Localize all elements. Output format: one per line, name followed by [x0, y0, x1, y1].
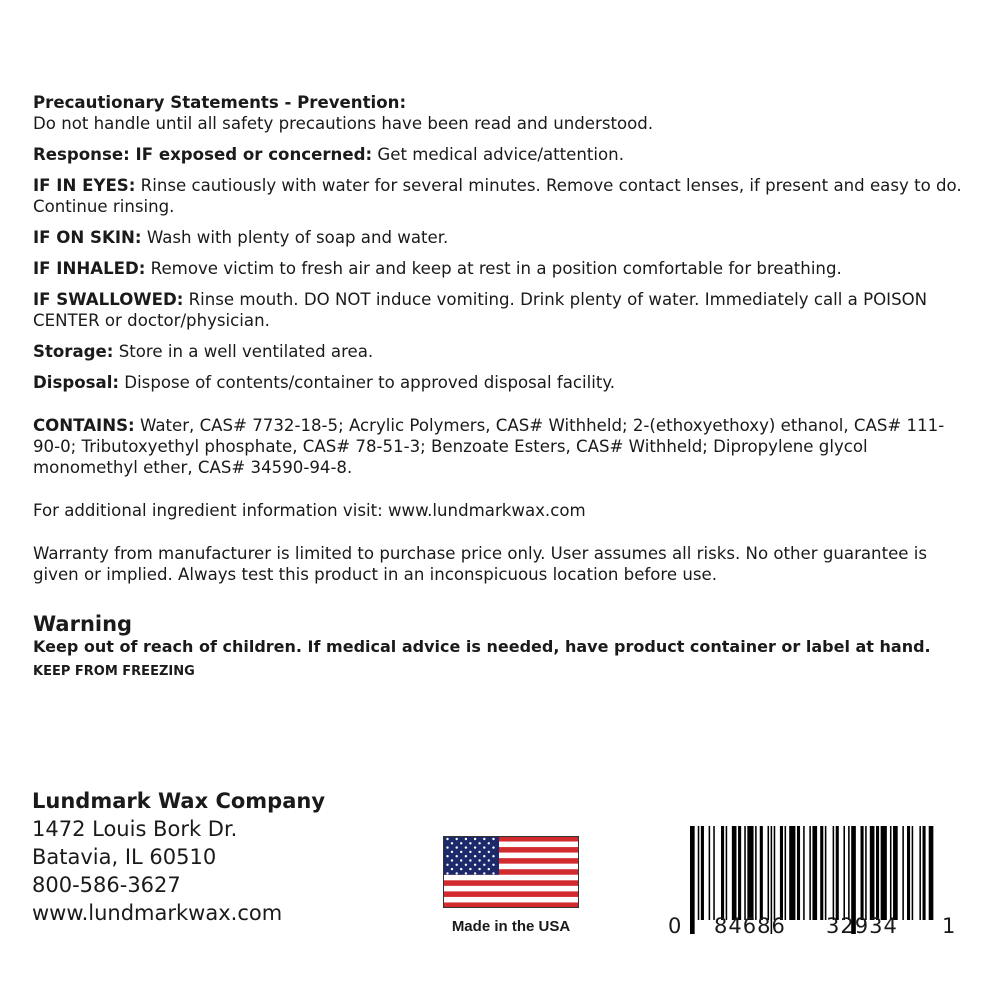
- flag-star: [456, 855, 458, 857]
- contains-text: Water, CAS# 7732-18-5; Acrylic Polymers, CAS# Withheld; 2-(ethoxyethoxy) ethanol, CAS# 111-90-0; Tributoxyethyl phosphate, CAS# 78-51-3; Benzoate Esters, CAS# Withheld; Dipropylene glycol monomethyl ether, CAS# 34590-94-8.: [33, 416, 945, 477]
- company-phone: 800-586-3627: [32, 873, 181, 897]
- response-section: [33, 144, 963, 165]
- freeze-notice: KEEP FROM FREEZING: [33, 664, 195, 679]
- barcode-bar: [774, 826, 776, 920]
- barcode-left-group: 84686: [714, 914, 786, 938]
- barcode-bar: [825, 826, 827, 920]
- barcode-bars-icon: [668, 822, 958, 942]
- response-text: Get medical advice/attention.: [372, 145, 624, 164]
- flag-star: [465, 864, 467, 866]
- prevention-text: Do not handle until all safety precautions have been read and understood.: [33, 114, 654, 133]
- flag-star: [478, 859, 480, 861]
- flag-star: [492, 864, 494, 866]
- flag-star: [456, 872, 458, 874]
- barcode-bar: [709, 826, 711, 920]
- flag-star: [446, 846, 448, 848]
- flag-star: [478, 868, 480, 870]
- additional-info: For additional ingredient information visit: www.lundmarkwax.com: [33, 501, 586, 520]
- flag-star: [478, 851, 480, 853]
- barcode-bar: [738, 826, 741, 920]
- barcode-bar: [812, 826, 817, 920]
- flag-star: [451, 851, 453, 853]
- barcode-bar: [919, 826, 921, 920]
- flag-star: [483, 872, 485, 874]
- barcode-lead-digit: 0: [668, 914, 682, 938]
- warning-title: Warning: [33, 612, 133, 636]
- flag-star: [446, 855, 448, 857]
- barcode-bar: [780, 826, 783, 920]
- disposal-section: [33, 372, 963, 393]
- flag-star: [478, 842, 480, 844]
- storage-label: Storage:: [33, 342, 114, 361]
- flag-star: [456, 846, 458, 848]
- flag-star: [469, 842, 471, 844]
- barcode-bar: [902, 826, 904, 920]
- inhaled-text: Remove victim to fresh air and keep at rest in a position comfortable for breathing.: [145, 259, 842, 278]
- storage-text: Store in a well ventilated area.: [113, 342, 374, 361]
- flag-star: [451, 859, 453, 861]
- inhaled-label: IF INHALED:: [33, 259, 146, 278]
- barcode-bar: [809, 826, 811, 920]
- barcode-bar: [726, 826, 728, 920]
- barcode-bar: [929, 826, 934, 920]
- barcode-bar: [698, 826, 700, 920]
- flag-star: [465, 872, 467, 874]
- flag-star: [446, 864, 448, 866]
- flag-star: [451, 868, 453, 870]
- barcode-bar: [713, 826, 715, 920]
- flag-star: [488, 868, 490, 870]
- swallowed-label: IF SWALLOWED:: [33, 290, 184, 309]
- flag-star: [492, 838, 494, 840]
- disposal-text: Dispose of contents/container to approved disposal facility.: [119, 373, 616, 392]
- company-name: Lundmark Wax Company: [32, 789, 326, 813]
- flag-star: [492, 872, 494, 874]
- contains-section: [33, 415, 963, 478]
- company-address: [32, 787, 325, 927]
- company-street: 1472 Louis Bork Dr.: [32, 817, 238, 841]
- barcode-bar: [833, 826, 835, 920]
- skin-text: Wash with plenty of soap and water.: [141, 228, 449, 247]
- eyes-text: Rinse cautiously with water for several minutes. Remove contact lenses, if present and easy to do. Continue rinsing.: [33, 176, 962, 216]
- upc-barcode: [668, 822, 958, 942]
- flag-stripe: [443, 897, 579, 903]
- barcode-bar: [820, 826, 823, 920]
- barcode-bar: [843, 826, 845, 920]
- barcode-bar: [755, 826, 757, 920]
- prevention-heading: Precautionary Statements - Prevention:: [33, 93, 407, 112]
- flag-star: [460, 842, 462, 844]
- flag-star: [488, 851, 490, 853]
- flag-star: [469, 868, 471, 870]
- contains-label: CONTAINS:: [33, 416, 135, 435]
- flag-star: [465, 846, 467, 848]
- barcode-bar: [690, 826, 695, 934]
- barcode-bar: [870, 826, 875, 920]
- flag-star: [474, 855, 476, 857]
- prevention-section: [33, 92, 963, 134]
- barcode-bar: [848, 826, 850, 920]
- barcode-bar: [747, 826, 753, 920]
- flag-star: [446, 872, 448, 874]
- us-flag-icon: [443, 836, 579, 908]
- flag-star: [469, 851, 471, 853]
- barcode-bar: [876, 826, 879, 920]
- company-city: Batavia, IL 60510: [32, 845, 217, 869]
- flag-star: [446, 838, 448, 840]
- flag-star: [465, 838, 467, 840]
- flag-star: [451, 842, 453, 844]
- flag-stripe: [443, 880, 579, 886]
- flag-star: [483, 855, 485, 857]
- barcode-bar: [861, 826, 864, 920]
- warning-text: Keep out of reach of children. If medical advice is needed, have product container or label at hand.: [33, 637, 931, 656]
- flag-star: [483, 864, 485, 866]
- flag-star: [483, 846, 485, 848]
- made-in-usa-badge: [443, 836, 579, 935]
- flag-star: [492, 855, 494, 857]
- flag-star: [488, 859, 490, 861]
- barcode-bar: [797, 826, 800, 920]
- flag-caption: Made in the USA: [451, 918, 571, 935]
- skin-section: [33, 227, 963, 248]
- flag-star: [474, 838, 476, 840]
- barcode-bar: [923, 826, 926, 920]
- barcode-bar: [912, 826, 914, 920]
- flag-star: [488, 842, 490, 844]
- barcode-bar: [881, 826, 887, 920]
- flag-stripe: [443, 886, 579, 892]
- flag-star: [469, 859, 471, 861]
- storage-section: [33, 341, 963, 362]
- flag-star: [474, 872, 476, 874]
- flag-star: [456, 838, 458, 840]
- swallowed-text: Rinse mouth. DO NOT induce vomiting. Drink plenty of water. Immediately call a POISON CENTER or doctor/physician.: [33, 290, 928, 330]
- flag-star: [483, 838, 485, 840]
- barcode-check-digit: 1: [942, 914, 956, 938]
- barcode-bar: [890, 826, 892, 920]
- label-text: [33, 92, 963, 681]
- barcode-bar: [760, 826, 763, 920]
- response-label: Response: IF exposed or concerned:: [33, 145, 373, 164]
- barcode-bar: [836, 826, 839, 920]
- flag-star: [474, 864, 476, 866]
- eyes-label: IF IN EYES:: [33, 176, 136, 195]
- flag-star: [460, 851, 462, 853]
- flag-star: [456, 864, 458, 866]
- barcode-bar: [893, 826, 898, 920]
- company-website: www.lundmarkwax.com: [32, 901, 283, 925]
- swallowed-section: [33, 289, 963, 331]
- inhaled-section: [33, 258, 963, 279]
- flag-star: [474, 846, 476, 848]
- barcode-bar: [744, 826, 746, 920]
- warranty-text: Warranty from manufacturer is limited to purchase price only. User assumes all risks. No other guarantee is given or implied. Always test this product in an inconspicuous location before use.: [33, 544, 928, 584]
- barcode-bar: [721, 826, 724, 920]
- flag-star: [492, 846, 494, 848]
- barcode-bar: [865, 826, 867, 920]
- barcode-bar: [732, 826, 737, 920]
- barcode-right-group: 32934: [826, 914, 898, 938]
- skin-label: IF ON SKIN:: [33, 228, 142, 247]
- flag-stripe: [443, 875, 579, 881]
- flag-stripe: [443, 891, 579, 897]
- barcode-bar: [701, 826, 704, 920]
- barcode-bar: [785, 826, 787, 920]
- flag-star: [460, 868, 462, 870]
- barcode-bar: [803, 826, 805, 920]
- barcode-bar: [907, 826, 910, 920]
- barcode-bar: [768, 826, 770, 920]
- disposal-label: Disposal:: [33, 373, 120, 392]
- flag-star: [460, 859, 462, 861]
- barcode-bar: [789, 826, 795, 920]
- flag-star: [465, 855, 467, 857]
- eyes-section: [33, 175, 963, 217]
